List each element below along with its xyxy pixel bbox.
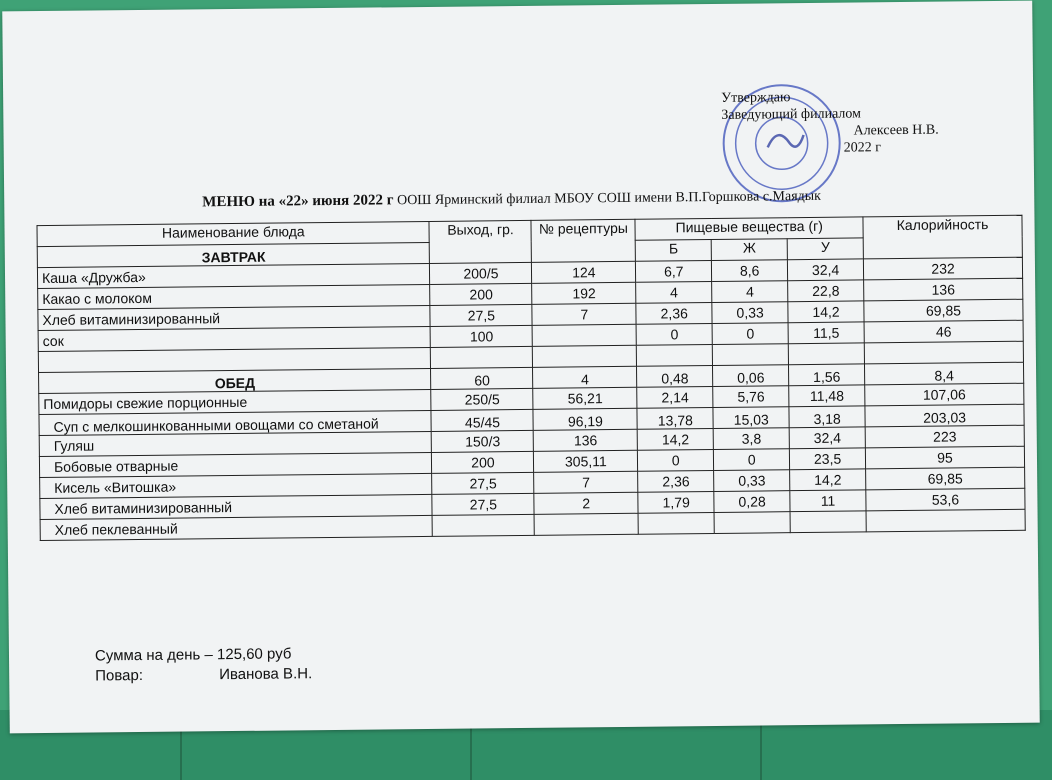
dish-yield: 27,5: [432, 493, 534, 515]
menu-table: [36, 215, 1025, 541]
dish-kcal: 46: [864, 320, 1023, 343]
dish-kcal: [866, 509, 1025, 532]
dish-yield: 150/3: [432, 430, 534, 452]
dish-recipe: [532, 324, 636, 346]
menu-footer: [95, 644, 312, 686]
header-calories: Калорийность: [863, 215, 1022, 259]
dish-name: Каша «Дружба»: [37, 263, 430, 288]
dish-carbs: 32,4: [789, 427, 865, 449]
header-row: [37, 215, 1022, 246]
dish-fat: [714, 512, 790, 534]
dish-name: Хлеб пеклеванный: [40, 515, 433, 540]
header-nutrients: Пищевые вещества (г): [635, 217, 863, 240]
dish-name: Хлеб витаминизированный: [40, 494, 433, 519]
dish-protein: 4: [636, 281, 712, 303]
cook-label: Повар:: [95, 666, 144, 685]
dish-carbs: 11: [790, 490, 866, 512]
dish-protein: 13,78: [637, 407, 713, 429]
header-yield: Выход, гр.: [429, 220, 531, 263]
menu-title-date: МЕНЮ на «22» июня 2022 г: [202, 192, 394, 211]
dish-recipe: 2: [534, 492, 638, 514]
dish-carbs: 3,18: [789, 406, 865, 428]
dish-carbs: 11,48: [789, 385, 865, 407]
dish-protein: 6,7: [636, 260, 712, 282]
dish-yield: 100: [431, 325, 533, 347]
approval-line-1: Утверждаю: [721, 90, 791, 106]
section-breakfast: ЗАВТРАК: [37, 242, 430, 267]
dish-name: Гуляш: [39, 431, 432, 456]
header-zh: Ж: [711, 239, 787, 261]
dish-recipe: 7: [532, 303, 636, 325]
dish-recipe: 305,11: [534, 450, 638, 472]
dish-fat: 0,33: [712, 302, 788, 324]
dish-kcal: 69,85: [864, 299, 1023, 322]
dish-fat: 15,03: [713, 407, 789, 429]
dish-yield: 60: [431, 367, 533, 389]
dish-carbs: 23,5: [790, 448, 866, 470]
header-recipe: № рецептуры: [531, 219, 635, 262]
dish-recipe: 56,21: [533, 387, 637, 409]
dish-fat: 0: [712, 323, 788, 345]
dish-kcal: 107,06: [865, 383, 1024, 406]
menu-title-school: ООШ Ярминский филиал МБОУ СОШ имени В.П.Горшкова с.Маядык: [396, 188, 822, 209]
section-lunch: ОБЕД: [39, 368, 432, 393]
dish-recipe: [534, 513, 638, 535]
approval-line-4: 2022 г: [843, 140, 882, 156]
dish-kcal: 95: [865, 446, 1024, 469]
dish-fat: 5,76: [713, 386, 789, 408]
approval-line-3: Алексеев Н.В.: [853, 122, 939, 139]
dish-protein: 14,2: [637, 428, 713, 450]
dish-recipe: 7: [534, 471, 638, 493]
dish-kcal: 223: [865, 425, 1024, 448]
dish-fat: 3,8: [713, 428, 789, 450]
dish-recipe: 96,19: [533, 408, 637, 430]
dish-name: сок: [38, 326, 431, 351]
dish-carbs: 32,4: [788, 259, 864, 281]
dish-kcal: 136: [864, 278, 1023, 301]
dish-yield: 200/5: [430, 262, 532, 284]
dish-fat: 0: [714, 449, 790, 471]
dish-name: Помидоры свежие порционные: [39, 389, 432, 414]
dish-yield: 27,5: [432, 472, 534, 494]
dish-protein: 0,48: [637, 365, 713, 387]
dish-fat: 8,6: [712, 260, 788, 282]
dish-name: Суп с мелкошинкованными овощами со сметаной: [39, 410, 432, 435]
dish-name: Хлеб витаминизированный: [38, 305, 431, 330]
dish-recipe: 136: [534, 429, 638, 451]
menu-title: [202, 187, 922, 212]
header-u: У: [787, 238, 863, 260]
dish-carbs: 11,5: [788, 322, 864, 344]
dish-protein: 2,36: [638, 470, 714, 492]
dish-protein: 1,79: [638, 491, 714, 513]
approval-block: [721, 88, 939, 158]
dish-protein: [638, 512, 714, 534]
dish-yield: 45/45: [431, 409, 533, 431]
dish-protein: 0: [638, 449, 714, 471]
menu-sheet: [2, 1, 1040, 734]
dish-recipe: 124: [532, 261, 636, 283]
dish-carbs: [790, 511, 866, 533]
dish-name: Кисель «Витошка»: [40, 473, 433, 498]
cook-name: Иванова В.Н.: [219, 665, 313, 684]
approval-line-2: Заведующий филиалом: [721, 106, 862, 123]
dish-kcal: 203,03: [865, 404, 1024, 427]
daily-sum: Сумма на день – 125,60 руб: [94, 645, 292, 665]
dish-kcal: 53,6: [866, 488, 1025, 511]
dish-name: Какао с молоком: [38, 284, 431, 309]
dish-yield: 200: [430, 283, 532, 305]
header-dish: Наименование блюда: [37, 221, 430, 246]
dish-fat: 0,06: [713, 365, 789, 387]
dish-fat: 0,28: [714, 491, 790, 513]
dish-name: Бобовые отварные: [39, 452, 432, 477]
header-b: Б: [635, 239, 711, 261]
dish-yield: [433, 514, 535, 536]
dish-carbs: 14,2: [788, 301, 864, 323]
dish-protein: 0: [636, 323, 712, 345]
dish-yield: 250/5: [431, 388, 533, 410]
dish-kcal: 232: [863, 257, 1022, 280]
dish-protein: 2,14: [637, 386, 713, 408]
dish-yield: 27,5: [430, 304, 532, 326]
dish-carbs: 1,56: [789, 364, 865, 386]
dish-carbs: 22,8: [788, 280, 864, 302]
cook-line: [95, 664, 312, 686]
dish-kcal: 8,4: [865, 362, 1024, 385]
dish-protein: 2,36: [636, 302, 712, 324]
dish-carbs: 14,2: [790, 469, 866, 491]
dish-yield: 200: [432, 451, 534, 473]
dish-fat: 0,33: [714, 470, 790, 492]
dish-recipe: 4: [533, 366, 637, 388]
dish-recipe: 192: [532, 282, 636, 304]
dish-kcal: 69,85: [866, 467, 1025, 490]
dish-fat: 4: [712, 281, 788, 303]
